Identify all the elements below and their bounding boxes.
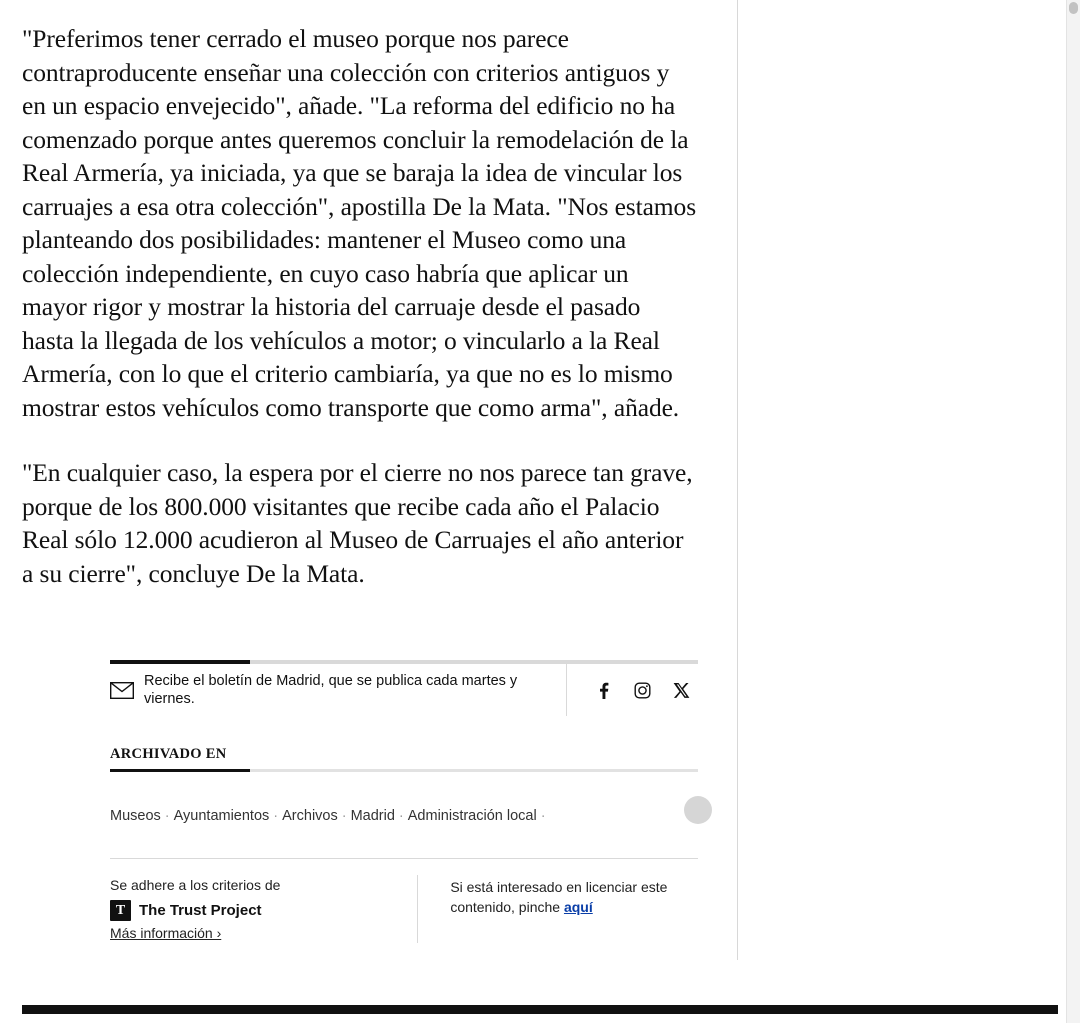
x-twitter-icon[interactable] <box>673 682 690 699</box>
tag-item[interactable]: Ayuntamientos <box>173 808 270 824</box>
tags-row <box>110 802 698 830</box>
article-body <box>0 0 737 590</box>
newsletter-divider <box>110 660 698 664</box>
page-scrollbar[interactable] <box>1066 0 1080 1023</box>
tag-list <box>110 806 550 826</box>
archived-divider <box>110 769 698 772</box>
article-footer <box>110 660 698 943</box>
bottom-bar <box>22 1005 1058 1014</box>
license-block <box>418 875 698 943</box>
trust-more-info-link[interactable]: Más información › <box>110 925 222 941</box>
tag-item[interactable]: Madrid <box>350 808 395 824</box>
tag-separator: · <box>398 808 404 824</box>
article-paragraph: "En cualquier caso, la espera por el cierre no nos parece tan grave, porque de los 800.000 visitantes que recibe cada año el Palacio Real sólo 12.000 acudieron al Museo de Carruajes el año anterior a su cierre", concluye De la Mata. <box>22 458 693 588</box>
article-paragraph: "Preferimos tener cerrado el museo porque nos parece contraproducente enseñar una colección con criterios antiguos y en un espacio envejecido", añade. "La reforma del edificio no ha comenzado porque antes queremos concluir la remodelación de la Real Armería, ya iniciada, ya que se baraja la idea de vincular los carruajes a esa otra colección", apostilla De la Mata. "Nos estamos planteando dos posibilidades: mantener el Museo como una colección independiente, en cuyo caso habría que aplicar un mayor rigor y mostrar la historia del carruaje desde el pasado hasta la llegada de los vehículos a motor; o vincularlo a la Real Armería, con lo que el criterio cambiaría, ya que no es lo mismo mostrar estos vehículos como transporte que como arma", añade. <box>22 24 697 422</box>
envelope-icon <box>110 682 134 699</box>
trust-row <box>110 875 698 943</box>
tag-item[interactable]: Archivos <box>282 808 338 824</box>
trust-project-brand[interactable] <box>110 900 399 921</box>
social-links <box>567 682 698 699</box>
license-link[interactable]: aquí <box>563 899 593 915</box>
trust-adheres-text: Se adhere a los criterios de <box>110 877 281 893</box>
license-text <box>450 877 698 917</box>
tag-separator: · <box>164 808 170 824</box>
tag-separator: · <box>540 808 546 824</box>
tag-separator: · <box>341 808 347 824</box>
trust-project-name: The Trust Project <box>139 902 262 919</box>
page-scrollbar-thumb[interactable] <box>1069 2 1078 14</box>
newsletter-signup[interactable] <box>110 664 567 716</box>
tag-item[interactable]: Museos <box>110 808 161 824</box>
newsletter-label: Recibe el boletín de Madrid, que se publica cada martes y viernes. <box>144 673 518 707</box>
instagram-icon[interactable] <box>634 682 651 699</box>
column-divider <box>737 0 738 960</box>
archived-heading: ARCHIVADO EN <box>110 746 227 762</box>
article-column <box>0 0 737 590</box>
footer-divider <box>110 858 698 859</box>
tag-separator: · <box>273 808 279 824</box>
tag-item[interactable]: Administración local <box>407 808 537 824</box>
more-tags-button[interactable] <box>684 796 712 824</box>
trust-project-logo-icon: T <box>110 900 131 921</box>
trust-project-block <box>110 875 418 943</box>
facebook-icon[interactable] <box>595 682 612 699</box>
license-text-before: Si está interesado en licenciar este contenido, pinche <box>450 879 668 915</box>
newsletter-row <box>110 664 698 716</box>
